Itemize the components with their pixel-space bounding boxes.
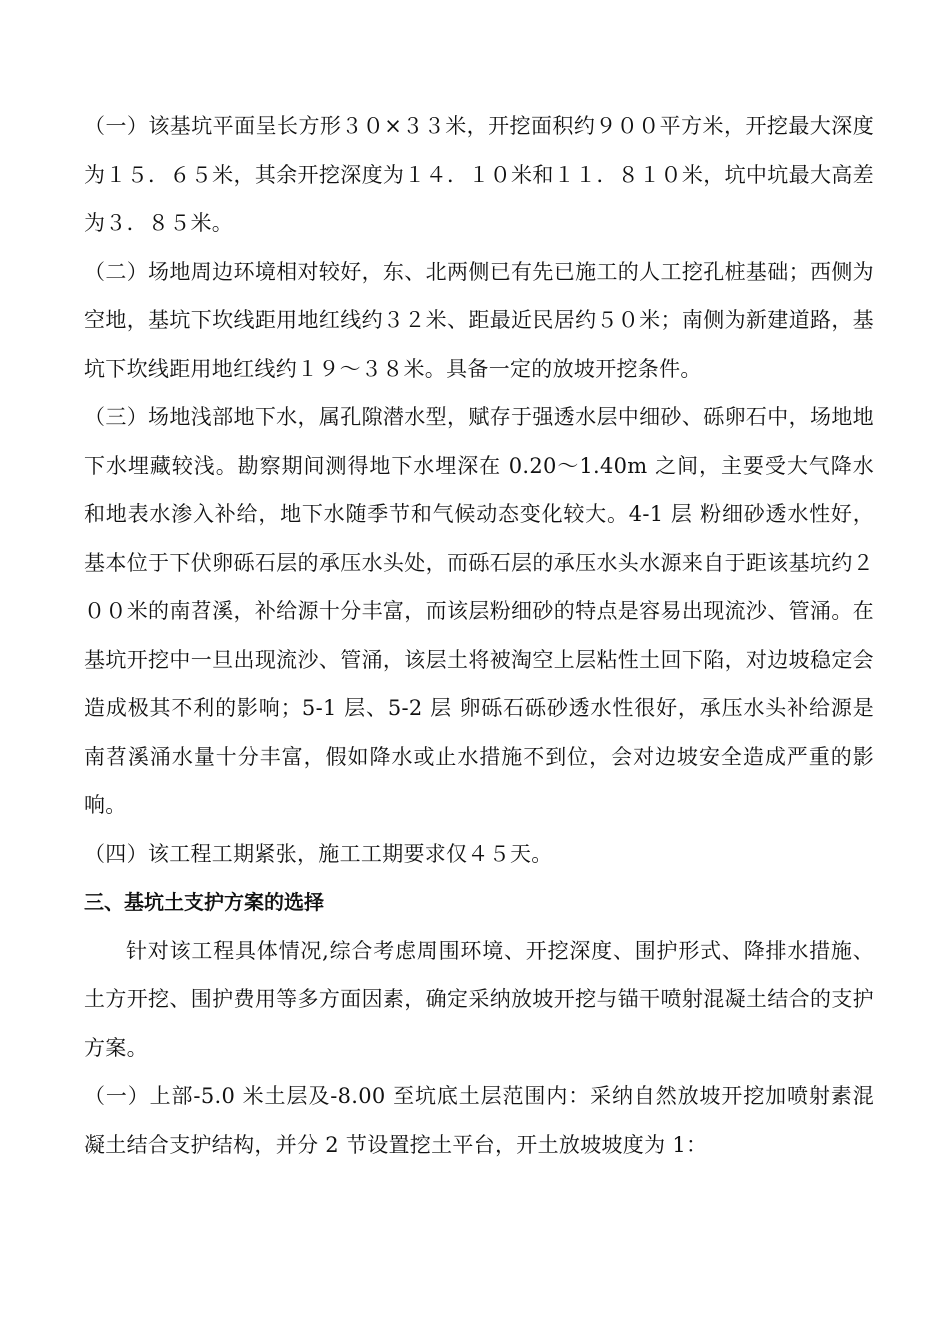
paragraph-4: （四）该工程工期紧张，施工工期要求仅４５天。 — [84, 841, 553, 866]
paragraph-1: （一）该基坑平面呈长方形３０×３３米，开挖面积约９００平方米，开挖最大深度为１５．６５米，其余开挖深度为１４．１０米和１１．８１０米，坑中坑最大高差为３．８５米。 — [84, 114, 874, 235]
section-intro-paragraph: 针对该工程具体情况,综合考虑周围环境、开挖深度、围护形式、降排水措施、土方开挖、围护费用等多方面因素，确定采纳放坡开挖与锚干喷射混凝土结合的支护方案。 — [84, 938, 874, 1060]
paragraph-2: （二）场地周边环境相对较好，东、北两侧已有先已施工的人工挖孔桩基础；西侧为空地，基坑下坎线距用地红线约３２米、距最近民居约５０米；南侧为新建道路，基坑下坎线距用地红线约１９～３８米。具备一定的放坡开挖条件。 — [84, 259, 874, 381]
paragraph-3: （三）场地浅部地下水，属孔隙潜水型，赋存于强透水层中细砂、砾卵石中，场地地下水埋藏较浅。勘察期间测得地下水埋深在 0.20～1.40m 之间，主要受大气降水和地表水渗入补给，地下水随季节和气候动态变化较大。4-1 层 粉细砂透水性好，基本位于下伏卵砾石层的承压水头处，而砾石层的承压水头水源来自于距该基坑约２００米的南苕溪，补给源十分丰富，而该层粉细砂的特点是容易出现流沙、管涌。在基坑开挖中一旦出现流沙、管涌，该层土将被淘空上层粘性土回下陷，对边坡稳定会造成极其不利的影响；5-1 层、5-2 层 卵砾石砾砂透水性很好，承压水头补给源是南苕溪涌水量十分丰富，假如降水或止水措施不到位，会对边坡安全造成严重的影响。 — [84, 405, 874, 817]
document-body — [84, 102, 874, 1169]
section-item-1: （一）上部-5.0 米土层及-8.00 至坑底土层范围内：采纳自然放坡开挖加喷射素混凝土结合支护结构，并分 2 节设置挖土平台，开土放坡坡度为 1： — [84, 1084, 874, 1157]
section-heading: 三、基坑土支护方案的选择 — [84, 890, 324, 914]
